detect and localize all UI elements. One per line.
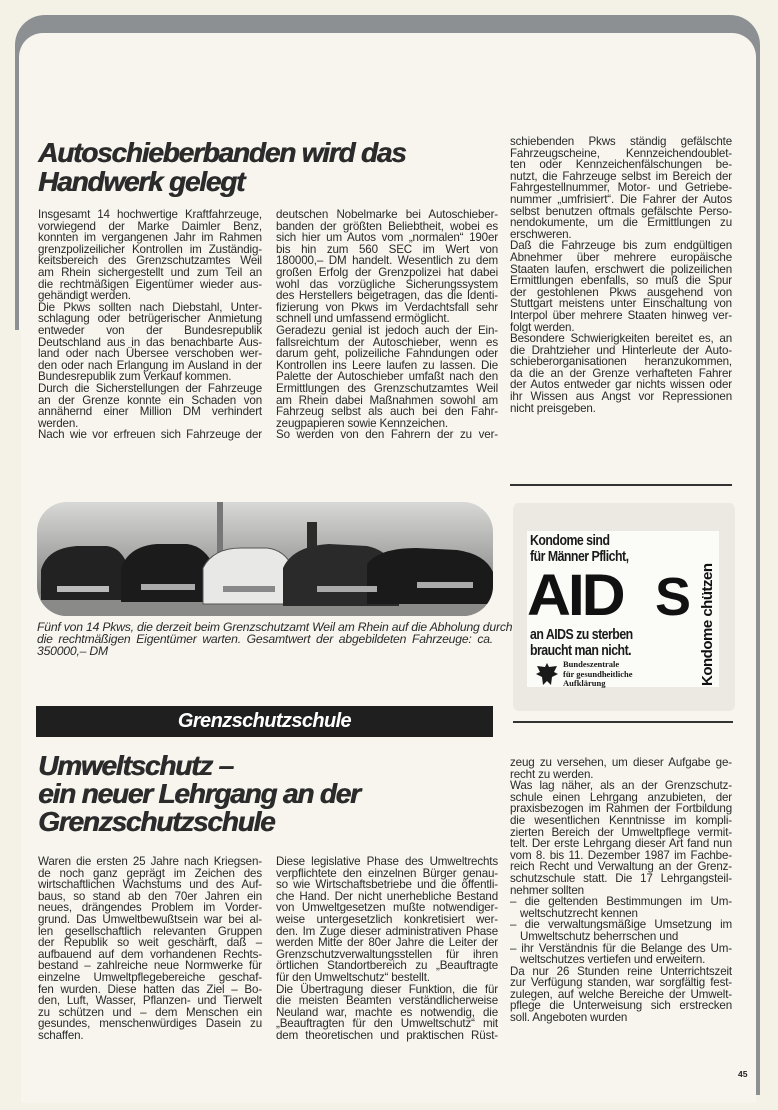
text-line: zulegen, auf welche Bereiche der Umwelt- bbox=[510, 987, 732, 1001]
text-line: keitsbereich des Grenzschutzamtes Weil bbox=[38, 254, 262, 268]
paragraph bbox=[38, 301, 262, 382]
text-line: fen wurden. Diese hatten das Ziel – Bo- bbox=[38, 982, 262, 996]
text-line: Geradezu genial ist jedoch auch der Ein- bbox=[276, 323, 498, 337]
article-title bbox=[38, 752, 360, 836]
article-column bbox=[510, 756, 732, 1023]
page-number: 45 bbox=[738, 1069, 748, 1079]
text-line: den, Luft, Wasser, Pflanzen- und Tierwelt bbox=[38, 994, 262, 1008]
federal-eagle-icon bbox=[535, 661, 559, 687]
text-line: Abnehmer über mehrere europäische bbox=[510, 250, 732, 264]
text-line: schaffen. bbox=[38, 1028, 84, 1042]
paragraph bbox=[510, 779, 732, 895]
text-line: grenzpolizeilicher Kontrollen im Zuständig- bbox=[38, 242, 262, 256]
sponsor-line: für gesundheitliche bbox=[563, 668, 633, 679]
text-line: schnell und umfassend ermöglicht. bbox=[276, 312, 450, 326]
text-line: Umweltschutz beherrschen und bbox=[520, 929, 679, 943]
text-line: Waren die ersten 25 Jahre nach Kriegsen- bbox=[38, 855, 262, 868]
photo-caption bbox=[37, 620, 513, 659]
text-line: de noch ganz geprägt im Zeichen des bbox=[38, 866, 262, 880]
text-line: nicht preisgeben. bbox=[510, 401, 596, 415]
text-line: am Rhein sichergestellt und zum Teil an bbox=[38, 265, 262, 279]
title-line: Autoschieberbanden wird das bbox=[38, 137, 406, 168]
text-line: recht zu werden. bbox=[510, 767, 594, 781]
text-line: nehmer sollten bbox=[510, 883, 584, 897]
text-line: Daß die Fahrzeuge bis zum endgültigen bbox=[510, 239, 732, 253]
caption-line: die rechtmäßigen Eigentümer warten. Gesamtwert der abgebildeten Fahrzeuge: ca. bbox=[37, 632, 493, 647]
paragraph bbox=[276, 208, 498, 324]
sponsor-line: Aufklärung bbox=[563, 678, 606, 688]
paragraph bbox=[276, 983, 498, 1041]
text-line: fizierung von Pkws im Verdachtsfall sehr bbox=[276, 300, 498, 314]
text-line: sich hier um Autos vom „normalen“ 190er bbox=[276, 231, 498, 245]
text-line: Fahrzeug selbst als auch bei den Fahr- bbox=[276, 405, 498, 419]
text-line: zur Verfügung standen, war sorgfältig fest- bbox=[510, 976, 732, 990]
text-line: die meisten Beamten verständlicherweise bbox=[276, 994, 498, 1008]
text-line: vorwiegend der Marke Daimler Benz, bbox=[38, 219, 262, 233]
column-divider bbox=[510, 484, 732, 486]
text-line: praxisbezogen im Rahmen der Fortbildung bbox=[510, 802, 732, 816]
text-line: Ermittlungen ebenfalls, so muß die Spur bbox=[510, 274, 732, 288]
text-line: schule einen Lehrgang anzubieten, der bbox=[510, 790, 732, 804]
text-line: entweder von der Bundesrepublik bbox=[38, 323, 262, 337]
text-line: folgt werden. bbox=[510, 320, 575, 334]
text-line: Fahrgestellnummer, Motor- und Getriebe- bbox=[510, 181, 732, 195]
text-line: Durch die Sicherstellungen der Fahrzeuge bbox=[38, 381, 262, 395]
title-line: ein neuer Lehrgang an der bbox=[38, 778, 360, 809]
text-line: dem theoretischen und praktischen Rüst- bbox=[276, 1028, 498, 1042]
paragraph bbox=[510, 756, 732, 779]
text-line: gesundes, menschenwürdiges Dasein zu bbox=[38, 1017, 262, 1031]
text-line: bestand – zahlreiche neue Normwerke für bbox=[38, 959, 262, 973]
text-line: für den Umweltschutz“ bestellt. bbox=[276, 970, 430, 984]
text-line: schutzschule statt. Die 17 Lehrgangsteil- bbox=[510, 871, 732, 885]
text-line: 180000,– DM handelt. Wesentlich zu dem bbox=[276, 254, 498, 268]
text-line: wohl das vorzügliche Sicherungssystem bbox=[276, 277, 498, 291]
text-line: aufbauend auf dem vorhandenen Rechts- bbox=[38, 947, 262, 961]
text-line: nutzt, die Fahrzeuge selbst im Bereich der bbox=[510, 169, 732, 183]
ad-tagline: braucht man nicht. bbox=[530, 643, 632, 659]
text-line: zu schützen und – dem Menschen ein bbox=[38, 1005, 262, 1019]
text-line: am Rhein dabei Maßnahmen sowohl am bbox=[276, 393, 498, 407]
car-grille bbox=[223, 586, 275, 592]
car-grille bbox=[141, 584, 195, 590]
paragraph bbox=[510, 134, 732, 241]
text-line: vom 8. bis 11. Dezember 1987 im Fachbe- bbox=[510, 848, 732, 862]
text-line: telt. Der erste Lehrgang dieser Art fand nun bbox=[510, 837, 732, 851]
article-column bbox=[38, 208, 262, 440]
text-line: weltschutzrecht kennen bbox=[520, 906, 638, 920]
text-line: neues, drängendes Problem im Vorder- bbox=[38, 901, 262, 915]
text-line: den oder nach Erlangung im Ausland in der bbox=[38, 358, 262, 372]
text-line: che Hand. Der nicht unerhebliche Bestand bbox=[276, 889, 498, 903]
text-line: – die geltenden Bestimmungen im Um- bbox=[510, 895, 732, 909]
text-line: einzelne Umweltpflegebereiche geschaf- bbox=[38, 970, 262, 984]
text-line: örtlichen Standortbereich zu „Beauftragte bbox=[276, 959, 498, 973]
paragraph bbox=[38, 208, 262, 301]
article-column bbox=[510, 134, 732, 415]
column-divider bbox=[513, 721, 733, 723]
text-line: die wesentlichen Kenntnisse im kompli- bbox=[510, 813, 732, 827]
article-title bbox=[38, 138, 405, 196]
text-line: gehändigt werden. bbox=[38, 289, 131, 303]
paragraph bbox=[510, 331, 732, 415]
text-line: des Herstellers beigetragen, das die Identi- bbox=[276, 289, 498, 303]
text-line: So werden von den Fahrern der zu ver- bbox=[276, 428, 498, 442]
paragraph bbox=[276, 428, 498, 440]
caption-line: 350000,– DM bbox=[37, 644, 108, 659]
text-line: ihr Wissen aus Angst vor Repressionen bbox=[510, 390, 732, 404]
text-line: schlagung oder betrügerischer Anmietung bbox=[38, 312, 262, 326]
car-grille bbox=[57, 586, 109, 592]
text-line: erschweren. bbox=[510, 227, 572, 241]
ad-tagline: an AIDS zu sterben bbox=[530, 627, 633, 643]
text-line: zeugpapieren sowie Kennzeichen. bbox=[276, 416, 448, 430]
title-line: Handwerk gelegt bbox=[38, 166, 245, 197]
list-item bbox=[510, 895, 732, 918]
text-line: Nach wie vor erfreuen sich Fahrzeuge der bbox=[38, 428, 262, 442]
ad-headline: Kondome sind bbox=[530, 533, 610, 549]
title-line: Grenzschutzschule bbox=[38, 806, 275, 837]
ad-headline: für Männer Pflicht, bbox=[530, 549, 629, 565]
text-line: von Umweltgesetzen mußte notwendiger- bbox=[276, 901, 498, 915]
text-line: Interpol über mehrere Staaten hinweg ver- bbox=[510, 308, 732, 322]
text-line: der Republik so weit geschärft, daß – bbox=[38, 936, 262, 950]
article-column bbox=[38, 855, 262, 1041]
text-line: soll. Angeboten wurden bbox=[510, 1011, 628, 1025]
text-line: Besondere Schwierigkeiten bereitet es, an bbox=[510, 332, 732, 346]
list-item bbox=[510, 918, 732, 941]
text-line: – ihr Verständnis für die Belange des Um- bbox=[510, 941, 732, 955]
text-line: bis hin zum 560 SEC im Wert von bbox=[276, 242, 498, 256]
text-line: die Drahtzieher und Hinterleute der Auto- bbox=[510, 343, 732, 357]
title-line: Umweltschutz – bbox=[38, 750, 233, 781]
text-line: wirtschaftlichen Wachstums und des Auf- bbox=[38, 878, 262, 892]
text-line: deutschen Nobelmarke bei Autoschieber- bbox=[276, 208, 498, 221]
ad-big-word: AID bbox=[527, 563, 623, 628]
paragraph bbox=[510, 238, 732, 334]
text-line: der Autos entweder gar nichts wissen oder bbox=[510, 378, 732, 392]
paragraph bbox=[38, 855, 262, 1041]
text-line: nummer „umfrisiert“. Die Fahrer der Autos bbox=[510, 192, 732, 206]
text-line: der gestohlenen Pkws ausgehend von bbox=[510, 285, 732, 299]
article-column bbox=[276, 855, 498, 1041]
text-line: Fahrzeugscheine, Kennzeichendoublet- bbox=[510, 146, 732, 160]
text-line: grund. Das Umweltbewußtsein war bei al- bbox=[38, 912, 262, 926]
text-line: annähernd einer Million DM verhindert bbox=[38, 405, 262, 419]
text-line: Die Übertragung dieser Funktion, die für bbox=[276, 982, 498, 996]
list-item bbox=[510, 942, 732, 965]
ad-sponsor bbox=[563, 660, 633, 689]
text-line: weltschutzes vertiefen und erweitern. bbox=[520, 953, 706, 967]
sponsor-line: Bundeszentrale bbox=[563, 659, 620, 669]
text-line: reich Recht und Verwaltung an der Grenz- bbox=[510, 860, 732, 874]
car-5 bbox=[367, 548, 493, 604]
car-photo bbox=[37, 502, 493, 616]
article-column bbox=[276, 208, 498, 440]
text-line: baus, so stand ab den 70er Jahren ein bbox=[38, 889, 262, 903]
text-line: großen Erfolg der Grenzpolizei hat dabei bbox=[276, 265, 498, 279]
text-line: Kontrollen ins Leere laufen zu lassen. Die bbox=[276, 358, 498, 372]
text-line: konnten im vergangenen Jahr im Rahmen bbox=[38, 231, 262, 245]
section-banner: Grenzschutzschule bbox=[36, 706, 493, 737]
text-line: Grenzschutzverwaltungsstellen für ihren bbox=[276, 947, 498, 961]
text-line: nendokumente, um die Ermittlungen zu bbox=[510, 216, 732, 230]
paragraph bbox=[38, 428, 262, 440]
text-line: fallsreichtum der Autoschieber, wenn es bbox=[276, 335, 498, 349]
text-line: – die verwaltungsmäßige Umsetzung im bbox=[510, 918, 732, 932]
text-line: werden. bbox=[38, 416, 79, 430]
text-line: werden Mitte der 80er Jahre die Leiter der bbox=[276, 936, 498, 950]
text-line: schieberorganisationen heranzukommen, bbox=[510, 355, 732, 369]
text-line: Ermittlungen des Grenzschutzamtes Weil bbox=[276, 381, 498, 395]
car-3-white bbox=[203, 548, 293, 604]
paragraph bbox=[510, 965, 732, 1023]
car-grille bbox=[417, 582, 473, 588]
text-line: Was lag näher, als an der Grenzschutz- bbox=[510, 779, 732, 793]
text-line: selbst benutzen oftmals gefälschte Perso- bbox=[510, 204, 732, 218]
text-line: Neuland war, machte es notwendig, die bbox=[276, 1005, 498, 1019]
text-line: weise untergesetzlich konkretisiert wer- bbox=[276, 912, 498, 926]
text-line: Insgesamt 14 hochwertige Kraftfahrzeuge, bbox=[38, 208, 262, 221]
text-line: zeug zu versehen, um dieser Aufgabe ge- bbox=[510, 756, 732, 769]
text-line: Da nur 26 Stunden reine Unterrichtszeit bbox=[510, 964, 732, 978]
car-2 bbox=[121, 544, 215, 602]
paragraph bbox=[38, 382, 262, 428]
text-line: Staaten laufen, erschwert die polizeilichen bbox=[510, 262, 732, 276]
paragraph bbox=[276, 855, 498, 983]
text-line: verpflichtete den einzelnen Bürger genau- bbox=[276, 866, 498, 880]
text-line: len gesellschaftlich relevanten Gruppen bbox=[38, 924, 262, 938]
text-line: Stuttgart meistens unter Einschaltung von bbox=[510, 297, 732, 311]
text-line: darum geht, polizeiliche Fahndungen oder bbox=[276, 347, 498, 361]
aids-advertisement bbox=[513, 503, 735, 711]
text-line: ten oder Kennzeichenfälschungen be- bbox=[510, 158, 732, 172]
text-line: da die an der Grenze verhafteten Fahrer bbox=[510, 366, 732, 380]
caption-line: Fünf von 14 Pkws, die derzeit beim Grenzschutzamt Weil am Rhein auf die Abholung durch bbox=[37, 620, 513, 634]
paragraph bbox=[276, 324, 498, 428]
text-line: land oder nach Übersee verschoben wer- bbox=[38, 347, 262, 361]
text-line: zierten Bereich der Umweltpflege vermit- bbox=[510, 825, 732, 839]
text-line: „Beauftragten für den Umweltschutz“ mit bbox=[276, 1017, 498, 1031]
text-line: die rechtmäßigen Eigentümer wieder aus- bbox=[38, 277, 262, 291]
text-line: Bundesrepublik zum Verkauf kommen. bbox=[38, 370, 232, 384]
text-line: schiebenden Pkws ständig gefälschte bbox=[510, 135, 732, 148]
car-grille bbox=[317, 586, 377, 592]
ad-big-s: S bbox=[655, 573, 692, 621]
frame-fade bbox=[15, 330, 21, 1110]
text-line: Palette der Autoschieber umfaßt nach den bbox=[276, 370, 498, 384]
text-line: Deutschland aus in das benachbarte Aus- bbox=[38, 335, 262, 349]
ad-vertical-text: Kondome chützen bbox=[699, 563, 716, 686]
text-line: Diese legislative Phase des Umweltrechts bbox=[276, 855, 498, 868]
text-line: banden der größten Beliebtheit, wobei es bbox=[276, 219, 498, 233]
ad-panel bbox=[527, 531, 719, 687]
text-line: Die Pkws sollten nach Diebstahl, Unter- bbox=[38, 300, 262, 314]
text-line: den. Im Zuge dieser administrativen Phase bbox=[276, 924, 498, 938]
text-line: pflege die Unterweisung sich erstrecken bbox=[510, 999, 732, 1013]
text-line: so wie Wirtschaftsbetriebe und die öffentli- bbox=[276, 878, 498, 892]
text-line: an der Grenze konnte ein Schaden von bbox=[38, 393, 262, 407]
